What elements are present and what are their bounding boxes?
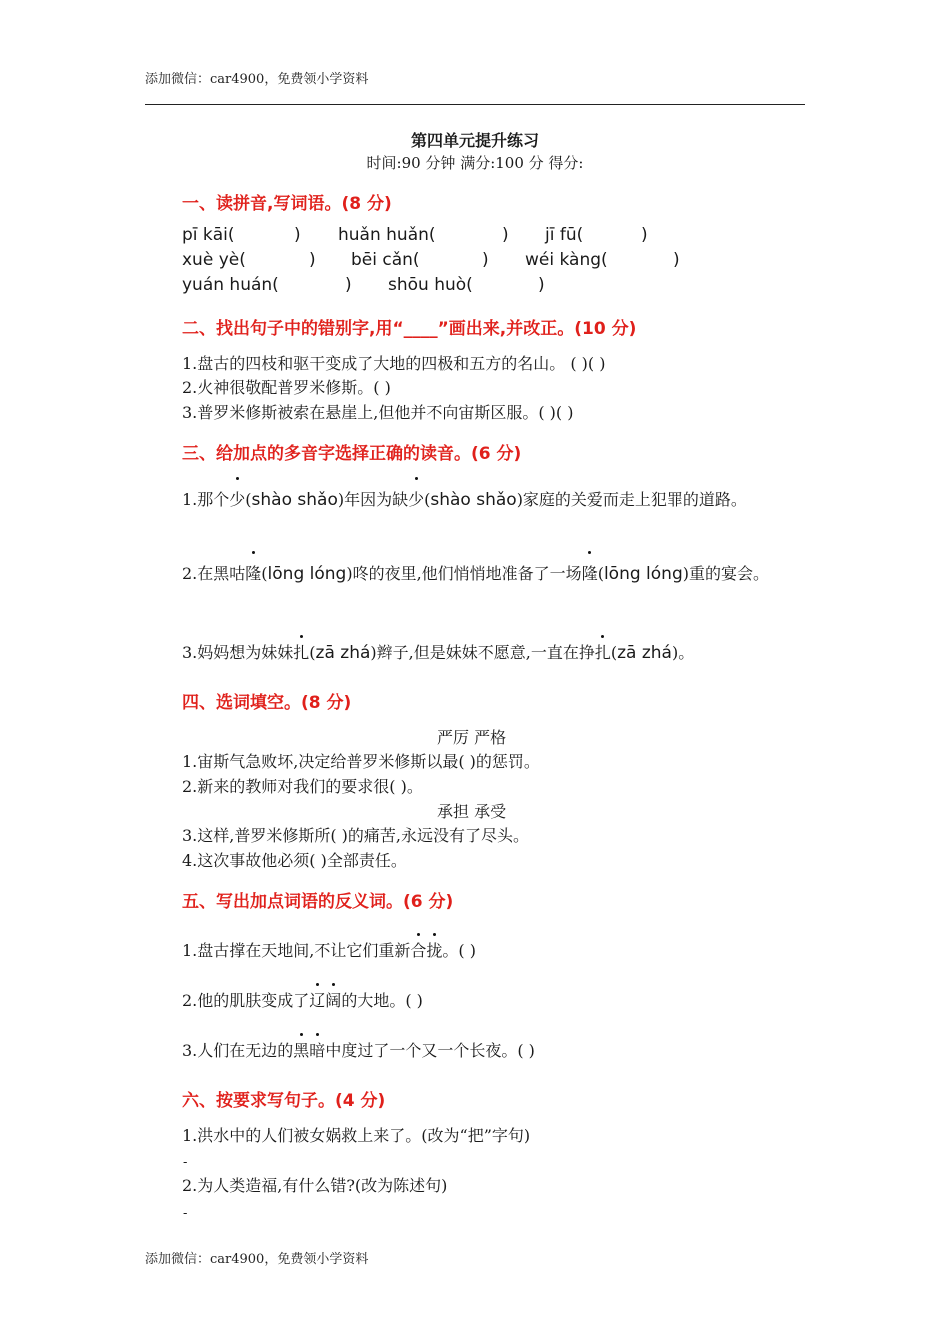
question-line: 3.普罗米修斯被索在悬崖上,但他并不向宙斯区服。( )( )	[182, 403, 574, 422]
question-line	[182, 640, 694, 663]
dotted-char: 暗	[309, 1038, 325, 1061]
pinyin-item: yuán huán(	[182, 275, 279, 295]
exam-info: 时间:90 分钟 满分:100 分 得分:	[366, 154, 584, 172]
pinyin-item: wéi kàng(	[525, 250, 608, 270]
question-line: 3.这样,普罗米修斯所( )的痛苦,永远没有了尽头。	[182, 826, 530, 845]
pinyin-options[interactable]: zā zhá	[315, 643, 371, 663]
text: 1.盘古撑在天地间,不让它们重新	[182, 941, 411, 960]
pinyin-options[interactable]: shào shǎo	[251, 490, 338, 510]
pinyin-options[interactable]: lōng lóng	[267, 564, 347, 584]
section-2-heading: 二、找出句子中的错别字,用“____”画出来,并改正。(10 分)	[182, 319, 637, 339]
answer-blank[interactable]: -	[183, 1155, 188, 1170]
question-line: 2.新来的教师对我们的要求很( )。	[182, 777, 423, 796]
pinyin-options[interactable]: shào shǎo	[430, 490, 517, 510]
answer-blank[interactable]: )	[673, 250, 680, 270]
header-rule	[145, 104, 805, 105]
text: 中度过了一个又一个长夜。( )	[325, 1041, 535, 1060]
dotted-char: 阔	[325, 988, 341, 1011]
pinyin-item: pī kāi(	[182, 225, 235, 245]
word-options: 严厉 严格	[437, 728, 507, 747]
question-paragraph	[182, 556, 807, 592]
text: )辫子,但是妹妹不愿意,一直在挣	[370, 643, 595, 662]
text: 3.妈妈想为妹妹	[182, 643, 294, 662]
pinyin-item: bēi cǎn(	[351, 250, 420, 270]
dotted-char: 扎	[595, 640, 611, 663]
section-6-heading: 六、按要求写句子。(4 分)	[182, 1091, 386, 1111]
section-5-heading: 五、写出加点词语的反义词。(6 分)	[182, 892, 454, 912]
question-line: 1.盘古的四枝和驱干变成了大地的四极和五方的名山。 ( )( )	[182, 354, 606, 373]
dotted-char: 拢	[426, 938, 442, 961]
word-options: 承担 承受	[437, 802, 507, 821]
question-line: 2.为人类造福,有什么错?(改为陈述句)	[182, 1176, 448, 1195]
text: )年因为缺	[337, 490, 409, 509]
text: (	[610, 643, 618, 662]
dotted-char: 合	[410, 938, 426, 961]
footer-note: 添加微信：car4900，免费领小学资料	[145, 1252, 369, 1267]
answer-blank[interactable]: -	[183, 1206, 188, 1221]
text: (	[245, 490, 252, 509]
answer-blank[interactable]: )	[294, 225, 301, 245]
question-line	[182, 938, 476, 961]
pinyin-item: shōu huò(	[388, 275, 473, 295]
dotted-char: 少	[408, 482, 424, 518]
text: 。( )	[442, 941, 476, 960]
pinyin-item: jī fū(	[545, 225, 584, 245]
text: 1.那个	[182, 490, 230, 509]
question-line: 2.火神很敬配普罗米修斯。( )	[182, 378, 391, 397]
answer-blank[interactable]: )	[482, 250, 489, 270]
text: (	[309, 643, 316, 662]
pinyin-options[interactable]: zā zhá	[617, 643, 672, 663]
page-title: 第四单元提升练习	[410, 131, 539, 150]
question-line	[182, 1038, 535, 1061]
dotted-char: 黑	[293, 1038, 309, 1061]
question-line: 4.这次事故他必须( )全部责任。	[182, 851, 407, 870]
text: (	[597, 564, 604, 583]
dotted-char: 隆	[245, 556, 261, 592]
question-line: 1.宙斯气急败坏,决定给普罗米修斯以最( )的惩罚。	[182, 752, 540, 771]
pinyin-item: xuè yè(	[182, 250, 246, 270]
dotted-char: 少	[229, 482, 245, 518]
section-4-heading: 四、选词填空。(8 分)	[182, 693, 352, 713]
question-line	[182, 988, 423, 1011]
section-1-heading: 一、读拼音,写词语。(8 分)	[182, 194, 392, 214]
text: )。	[671, 643, 695, 662]
text: 2.他的肌肤变成了	[182, 991, 310, 1010]
pinyin-options[interactable]: lōng lóng	[603, 564, 683, 584]
dotted-char: 扎	[293, 640, 309, 663]
header-note: 添加微信：car4900，免费领小学资料	[145, 72, 369, 87]
question-paragraph	[182, 482, 807, 518]
pinyin-item: huǎn huǎn(	[338, 225, 436, 245]
dotted-char: 辽	[309, 988, 325, 1011]
text: (	[424, 490, 431, 509]
question-line: 1.洪水中的人们被女娲救上来了。(改为“把”字句)	[182, 1126, 531, 1145]
dotted-char: 隆	[582, 556, 598, 592]
section-3-heading: 三、给加点的多音字选择正确的读音。(6 分)	[182, 444, 522, 464]
text: )重的宴会。	[682, 564, 769, 583]
text: )家庭的关爱而走上犯罪的道路。	[516, 490, 747, 509]
text: 2.在黑咕	[182, 564, 246, 583]
answer-blank[interactable]: )	[538, 275, 545, 295]
text: 的大地。( )	[341, 991, 423, 1010]
answer-blank[interactable]: )	[345, 275, 352, 295]
answer-blank[interactable]: )	[309, 250, 316, 270]
answer-blank[interactable]: )	[502, 225, 509, 245]
answer-blank[interactable]: )	[641, 225, 648, 245]
text: )咚的夜里,他们悄悄地准备了一场	[346, 564, 582, 583]
text: 3.人们在无边的	[182, 1041, 294, 1060]
text: (	[261, 564, 268, 583]
